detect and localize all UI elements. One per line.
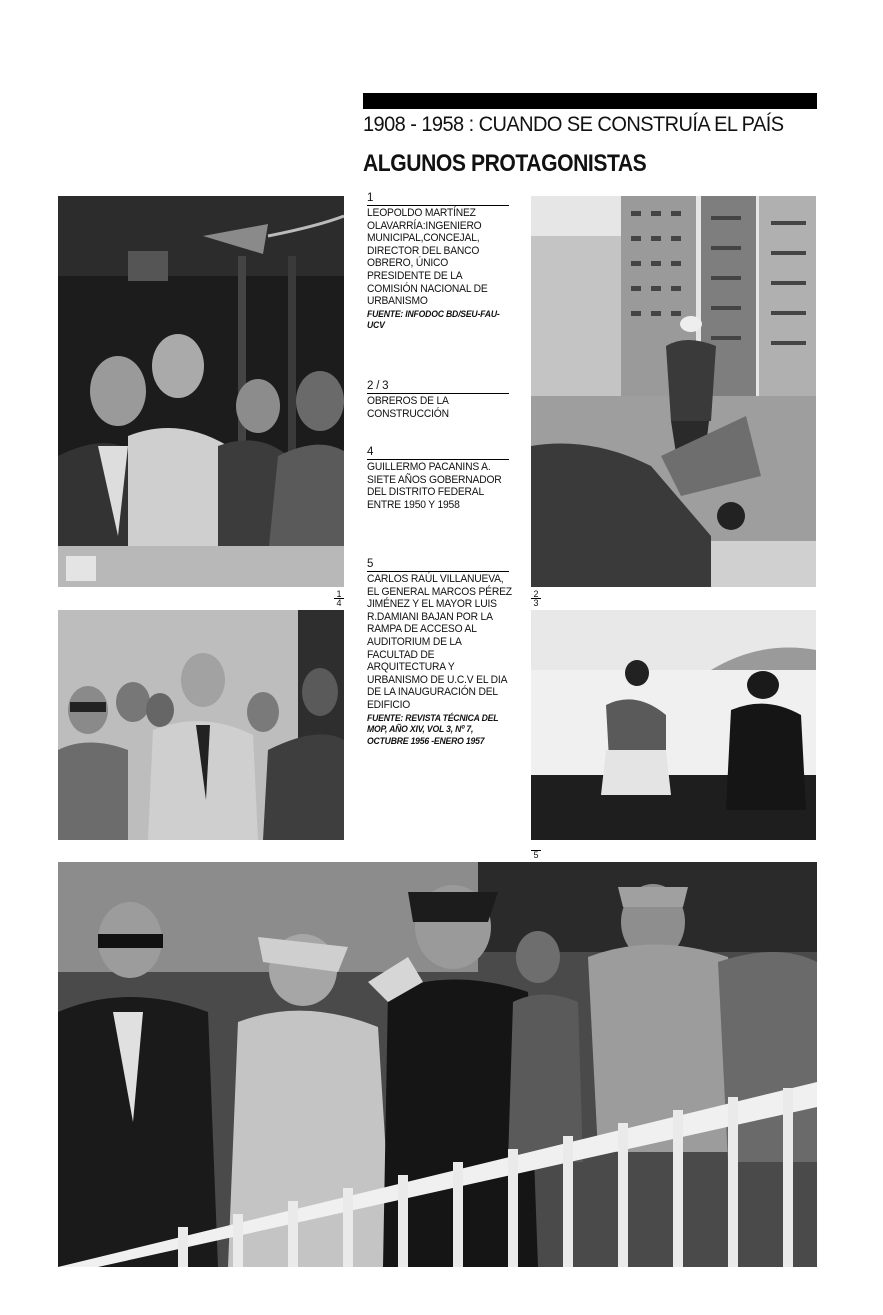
caption-text: GUILLERMO PACANINS A. SIETE AÑOS GOBERNADOR DEL DISTRITO FEDERAL ENTRE 1950 Y 1958 xyxy=(367,461,502,511)
photo-marker-2-3 xyxy=(531,590,541,607)
marker-top: 5 xyxy=(531,850,541,859)
photo-1-men-at-table xyxy=(58,196,344,587)
caption-source: FUENTE: INFODOC BD/SEU-FAU-UCV xyxy=(367,307,500,331)
section-title: ALGUNOS PROTAGONISTAS xyxy=(363,150,647,177)
caption-text: CARLOS RAÚL VILLANUEVA, EL GENERAL MARCOS PÉREZ JIMÉNEZ Y EL MAYOR LUIS R.DAMIANI BAJAN POR LA RAMPA DE ACCESO AL AUDITORIUM DE LA FACULTAD DE ARQUITECTURA Y URBANISMO DE U.C.V EL DIA DE LA INAUGURACIÓN DEL EDIFICIO xyxy=(367,573,512,711)
header-rule xyxy=(363,93,817,109)
caption-text: LEOPOLDO MARTÍNEZ OLAVARRÍA:INGENIERO MUNICIPAL,CONCEJAL, DIRECTOR DEL BANCO OBRERO, ÚNICO PRESIDENTE DE LA COMISIÓN NACIONAL DE URBANISMO xyxy=(367,207,488,308)
marker-top: 1 xyxy=(334,590,344,599)
caption-number: 2 / 3 xyxy=(367,380,509,394)
marker-top: 2 xyxy=(531,590,541,599)
photo-5-ramp-inauguration xyxy=(58,862,817,1267)
caption-1 xyxy=(367,192,513,331)
caption-5 xyxy=(367,558,513,746)
caption-2-3 xyxy=(367,380,513,420)
series-title: 1908 - 1958 : CUANDO SE CONSTRUÍA EL PAÍS xyxy=(363,112,784,136)
caption-number: 4 xyxy=(367,446,509,460)
photo-marker-5 xyxy=(531,850,541,859)
photo-3-worker-silhouettes xyxy=(531,610,816,840)
photo-2-construction-worker xyxy=(531,196,816,587)
caption-number: 1 xyxy=(367,192,509,206)
caption-number: 5 xyxy=(367,558,509,572)
photo-4-governor-group xyxy=(58,610,344,840)
marker-bottom: 3 xyxy=(533,598,539,608)
caption-source: FUENTE: REVISTA TÉCNICA DEL MOP, AÑO XIV, VOL 3, Nº 7, OCTUBRE 1956 -ENERO 1957 xyxy=(367,711,499,746)
caption-4 xyxy=(367,446,513,511)
marker-bottom: 4 xyxy=(336,598,342,608)
photo-marker-1-4 xyxy=(334,590,344,607)
caption-text: OBREROS DE LA CONSTRUCCIÓN xyxy=(367,395,449,420)
